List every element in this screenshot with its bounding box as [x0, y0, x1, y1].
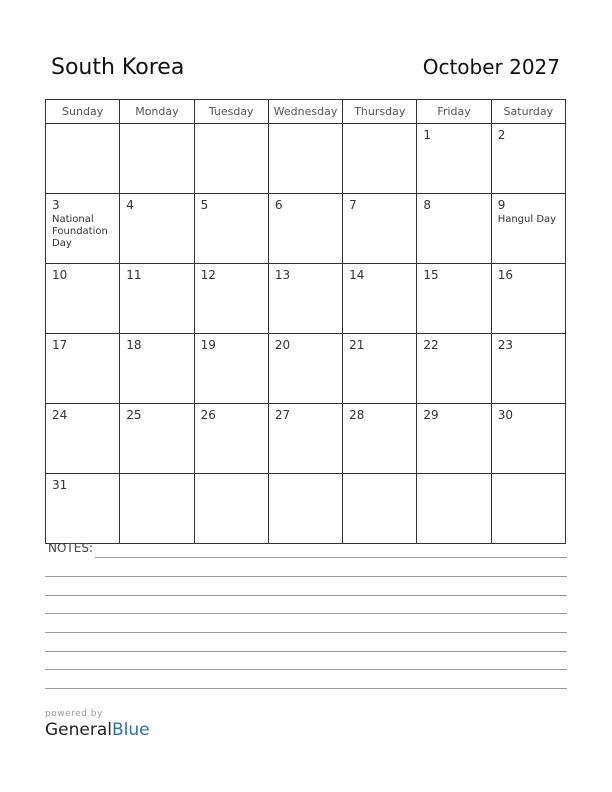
day-cell: [46, 194, 120, 264]
week-row: [46, 334, 566, 404]
week-row: [46, 194, 566, 264]
day-number: 31: [52, 478, 68, 492]
day-cell: [194, 334, 268, 404]
day-cell: [268, 264, 342, 334]
day-number: 23: [497, 338, 513, 352]
day-number: 27: [274, 408, 291, 422]
day-number: 16: [497, 268, 513, 282]
day-cell: [491, 334, 565, 404]
day-cell: [417, 404, 491, 474]
day-cell: [46, 474, 120, 544]
day-cell: [194, 404, 268, 474]
week-row: [46, 404, 566, 474]
day-number: 26: [200, 408, 216, 422]
weekday-header: Wednesday: [268, 100, 342, 124]
day-cell: [268, 124, 342, 194]
brand-name-blue: Blue: [112, 720, 150, 740]
day-cell: [120, 404, 194, 474]
day-number: 10: [52, 268, 68, 282]
day-cell: [491, 194, 565, 264]
day-cell: [343, 334, 417, 404]
day-number: 20: [274, 338, 291, 352]
notes-label: NOTES:: [48, 541, 93, 555]
day-number: 14: [349, 268, 365, 282]
day-cell: [120, 264, 194, 334]
country-title: South Korea: [51, 55, 185, 80]
day-number: 3: [52, 198, 60, 212]
note-line: [45, 669, 567, 670]
week-row: [46, 124, 566, 194]
day-number: 24: [52, 408, 68, 422]
day-number: 18: [126, 338, 142, 352]
day-number: 17: [52, 338, 68, 352]
day-cell: [491, 404, 565, 474]
month-year-title: October 2027: [422, 55, 560, 79]
weekday-header: Sunday: [46, 100, 120, 124]
brand-logo: [45, 709, 150, 740]
day-number: 22: [423, 338, 439, 352]
day-cell: [194, 124, 268, 194]
powered-by-text: powered by: [45, 709, 103, 719]
day-cell: [343, 404, 417, 474]
weekday-header: Monday: [120, 100, 194, 124]
day-cell: [194, 264, 268, 334]
day-cell: [268, 194, 342, 264]
day-number: 25: [126, 408, 142, 422]
note-line: [45, 651, 567, 652]
day-number: 1: [423, 128, 432, 142]
day-cell: [491, 264, 565, 334]
day-number: 8: [423, 198, 432, 212]
weekday-header: Saturday: [491, 100, 565, 124]
day-number: 30: [497, 408, 513, 422]
weekday-header-row: [46, 100, 566, 124]
note-line: [45, 613, 567, 614]
day-cell: [417, 474, 491, 544]
day-cell: [343, 194, 417, 264]
day-cell: [417, 264, 491, 334]
day-cell: [46, 334, 120, 404]
day-number: 13: [274, 268, 291, 282]
day-cell: [120, 194, 194, 264]
day-number: 6: [274, 198, 283, 212]
holiday-label: Hangul Day: [497, 214, 557, 225]
note-line: [45, 595, 567, 596]
day-cell: [491, 124, 565, 194]
weekday-header: Friday: [417, 100, 491, 124]
day-cell: [417, 194, 491, 264]
brand-name-general: General: [45, 720, 112, 740]
day-cell: [194, 474, 268, 544]
day-cell: [46, 404, 120, 474]
day-cell: [343, 124, 417, 194]
day-cell: [417, 124, 491, 194]
day-number: 7: [349, 198, 357, 212]
day-number: 15: [423, 268, 439, 282]
weekday-header: Tuesday: [194, 100, 268, 124]
day-cell: [46, 124, 120, 194]
week-row: [46, 264, 566, 334]
day-number: 19: [200, 338, 216, 352]
calendar-grid: [45, 99, 566, 544]
weekday-header: Thursday: [343, 100, 417, 124]
day-number: 21: [349, 338, 365, 352]
day-number: 2: [497, 128, 506, 142]
day-cell: [120, 124, 194, 194]
day-number: 12: [200, 268, 216, 282]
note-line: [45, 688, 567, 689]
day-cell: [343, 474, 417, 544]
holiday-label: National Foundation Day: [52, 214, 108, 249]
day-number: 5: [200, 198, 209, 212]
day-cell: [120, 474, 194, 544]
day-number: 29: [423, 408, 439, 422]
note-line: [45, 576, 567, 577]
day-cell: [491, 474, 565, 544]
day-cell: [268, 474, 342, 544]
day-cell: [268, 334, 342, 404]
day-number: 4: [126, 198, 134, 212]
day-cell: [268, 404, 342, 474]
day-number: 11: [126, 268, 142, 282]
day-cell: [46, 264, 120, 334]
brand-name: [45, 720, 150, 740]
note-line: [95, 557, 567, 558]
day-number: 9: [497, 198, 506, 212]
note-line: [45, 632, 567, 633]
week-row: [46, 474, 566, 544]
day-cell: [417, 334, 491, 404]
day-cell: [120, 334, 194, 404]
day-number: 28: [349, 408, 365, 422]
day-cell: [194, 194, 268, 264]
day-cell: [343, 264, 417, 334]
